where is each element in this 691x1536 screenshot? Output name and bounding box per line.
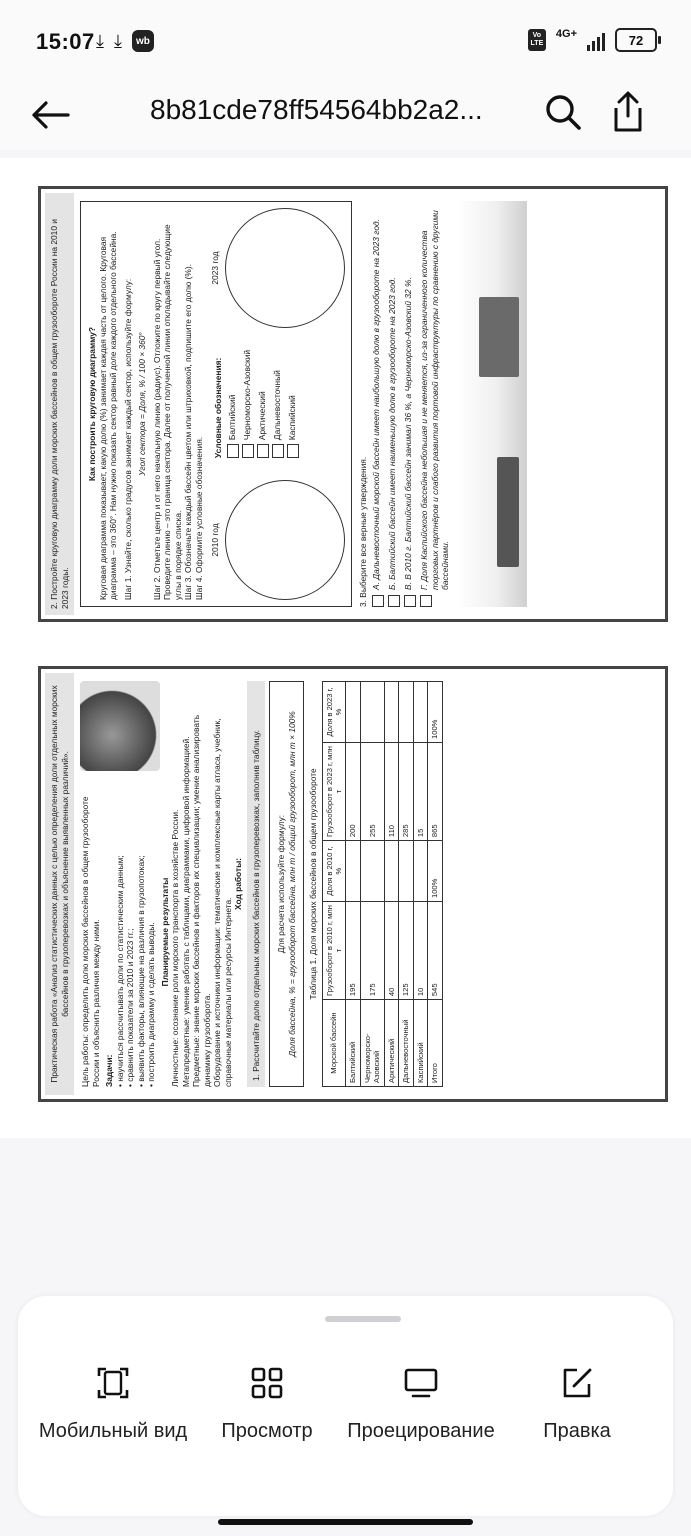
statement-item: В. В 2010 г. Балтийский бассейн занимал 36 %, а Черноморско-Азовский 32 %. (403, 201, 416, 607)
page1-header: 2. Постройте круговую диаграмму доли морских бассейнов в общем грузообороте России на 2010 и 2023 годы. (45, 193, 74, 615)
tasks-title: Задачи: (104, 1054, 114, 1087)
mobile-view-icon (96, 1366, 130, 1400)
year-2023-label: 2023 год (210, 251, 220, 285)
app-bar (0, 80, 691, 150)
meta-results: Метапредметные: умение работать с таблицами, диаграммами, цифровой информацией. (180, 736, 191, 1087)
table-row: Дальневосточный 125 285 (399, 682, 413, 1087)
table-header-cell: Доля в 2010 г, % (322, 841, 346, 902)
document-page-2 (38, 666, 668, 1102)
ships-illustration (457, 201, 527, 607)
home-indicator[interactable] (218, 1519, 473, 1525)
statement-item: А. Дальневосточный морской бассейн имеет наибольшую долю в грузообороте на 2023 год. (371, 201, 384, 607)
download-icon: ⤓ (113, 30, 122, 51)
mobile-view-button[interactable] (38, 1366, 188, 1443)
personal-results: Личностные: осознание роли морского транспорта в хозяйстве России. (170, 809, 180, 1087)
empty-circle-2010 (225, 480, 345, 600)
document-title: 8b81cde78ff54564bb2a2... (150, 94, 483, 125)
legend-item: Каспийский (287, 350, 299, 458)
task-item: • научиться рассчитывать доли по статистическим данным; (114, 855, 125, 1087)
empty-circle-2023 (225, 208, 345, 328)
task-item: • выявить факторы, влияющие на различия в грузопотоках; (135, 855, 146, 1087)
grid-icon (250, 1366, 284, 1400)
status-time: 15:07 (36, 29, 95, 54)
step1-label: 1. Рассчитайте долю отдельных морских бассейнов в грузоперевозках, заполнив таблицу. (247, 681, 266, 1087)
planned-title: Планируемые результаты (159, 877, 170, 987)
year-2010-label: 2010 год (210, 523, 220, 557)
edit-button[interactable] (502, 1366, 652, 1443)
howto-box (80, 201, 352, 607)
table-row: Каспийский 10 15 (413, 682, 427, 1087)
subject-results: Предметные: знание морских бассейнов и факторов их специализации; умение анализировать динамику грузооборота. (191, 714, 212, 1087)
step1: Шаг 1. Узнайте, сколько градусов занимает каждый сектор, используйте формулу: (122, 278, 133, 600)
formula: Доля бассейна, % = грузооборот бассейна, млн т / общий грузооборот, млн т × 100% (286, 711, 297, 1057)
formula: Угол сектора = Доля, % / 100 × 360° (137, 332, 147, 476)
pie-chart-area (210, 208, 345, 600)
statement-item: Б. Балтийский бассейн имеет наименьшую долю в грузообороте на 2023 год. (387, 201, 400, 607)
button-label: Мобильный вид (38, 1420, 188, 1442)
search-icon[interactable] (543, 92, 583, 132)
table-row: Арктический 40 110 (384, 682, 398, 1087)
task-item: • сравнить показатели за 2010 и 2023 гг.; (125, 928, 135, 1087)
page2-header: Практическая работа «Анализ статистических данных с целью определения доли отдельных морских бассейнов в грузоперевозках и объяснение выявленных различий». (45, 673, 74, 1095)
battery-level: 72 (628, 32, 644, 48)
wb-app-icon: wb (132, 30, 154, 52)
task-item: • построить диаграмму и сделать выводы. (146, 922, 156, 1087)
button-label: Проецирование (347, 1420, 495, 1442)
document-viewer[interactable] (0, 158, 691, 1138)
notification-icons (96, 30, 154, 52)
step4: Шаг 4. Оформите условные обозначения. (193, 436, 204, 600)
table-row: Балтийский 195 200 (346, 682, 360, 1087)
legend-item: Черноморско-Азовский (242, 350, 254, 458)
legend-title: Условные обозначения: (213, 357, 223, 459)
formula-box (269, 681, 304, 1087)
statement-item: Г. Доля Каспийского бассейна небольшая и не меняется, из-за ограниченного количества торговых партнёров и слабого развития портовой инфраструктуры по сравнению с другими бассейнами. (419, 201, 451, 607)
edit-icon (560, 1366, 594, 1400)
monitor-icon (404, 1366, 438, 1400)
volte-icon: Vo LTE (528, 29, 546, 51)
table-row: Итого 545 100% 865 100% (428, 682, 442, 1087)
sheet-grip-handle[interactable] (325, 1316, 401, 1322)
button-label: Просмотр (221, 1420, 313, 1442)
table-caption: Таблица 1. Доля морских бассейнов в общем грузообороте (308, 768, 318, 1000)
table-header-cell: Грузооборот в 2023 г, млн т (322, 742, 346, 840)
table-header-row (322, 682, 346, 1087)
table-header-cell: Доля в 2023 г, % (322, 682, 346, 743)
back-arrow-icon[interactable] (28, 93, 72, 137)
button-label: Правка (543, 1420, 611, 1442)
table-row: Черноморско-Азовский 175 255 (360, 682, 384, 1087)
bottom-sheet (18, 1296, 673, 1516)
howto-title: Как построить круговую диаграмму? (87, 326, 97, 482)
document-page-1 (38, 186, 668, 622)
status-bar (0, 0, 691, 80)
illustration-image (80, 681, 160, 771)
legend-item: Дальневосточный (272, 350, 284, 458)
preview-button[interactable] (192, 1366, 342, 1443)
signal-icon (587, 29, 605, 51)
question-3: 3. Выберите все верные утверждения. (357, 456, 368, 607)
data-table (322, 681, 443, 1087)
formula-intro: Для расчета используйте формулу: (276, 814, 286, 954)
battery-icon (615, 28, 657, 52)
step2: Шаг 2. Отметьте центр и от него начальную линию (радиус). Отложите по кругу первый угол. Проведите линию – это граница сектора. Далее от полученной линии откладывайте следующие углы в порядке списка. (151, 224, 183, 600)
download-icon: ⤓ (96, 30, 104, 51)
howto-text: Круговая диаграмма показывает, какую долю (%) занимает каждая часть от целого. Круговая диаграмма – это 360°. Нам нужно показать сектор равный доле каждого отдельного бассейна. (97, 231, 118, 600)
legend-item: Арктический (257, 350, 269, 458)
legend-item: Балтийский (227, 350, 239, 458)
goal: Цель работы: определить долю морских бассейнов в общем грузообороте России и объяснить различия между ними. (80, 796, 101, 1087)
system-icons (528, 28, 657, 52)
legend (210, 350, 302, 458)
progress-title: Ход работы: (233, 857, 243, 911)
table-header-cell: Грузооборот в 2010 г, млн т (322, 902, 346, 1000)
equipment: Оборудование и источники информации: тематические и комплексные карты атласа, учебник, справочные материалы или ресурсы Интернета. (212, 718, 233, 1087)
table-header-cell: Морской бассейн (322, 1000, 346, 1087)
projection-button[interactable] (346, 1366, 496, 1443)
step3: Шаг 3. Обозначьте каждый бассейн цветом или штриховкой, подпишите его долю (%). (183, 264, 193, 600)
network-type: 4G+ (555, 28, 577, 40)
share-icon[interactable] (610, 90, 646, 134)
